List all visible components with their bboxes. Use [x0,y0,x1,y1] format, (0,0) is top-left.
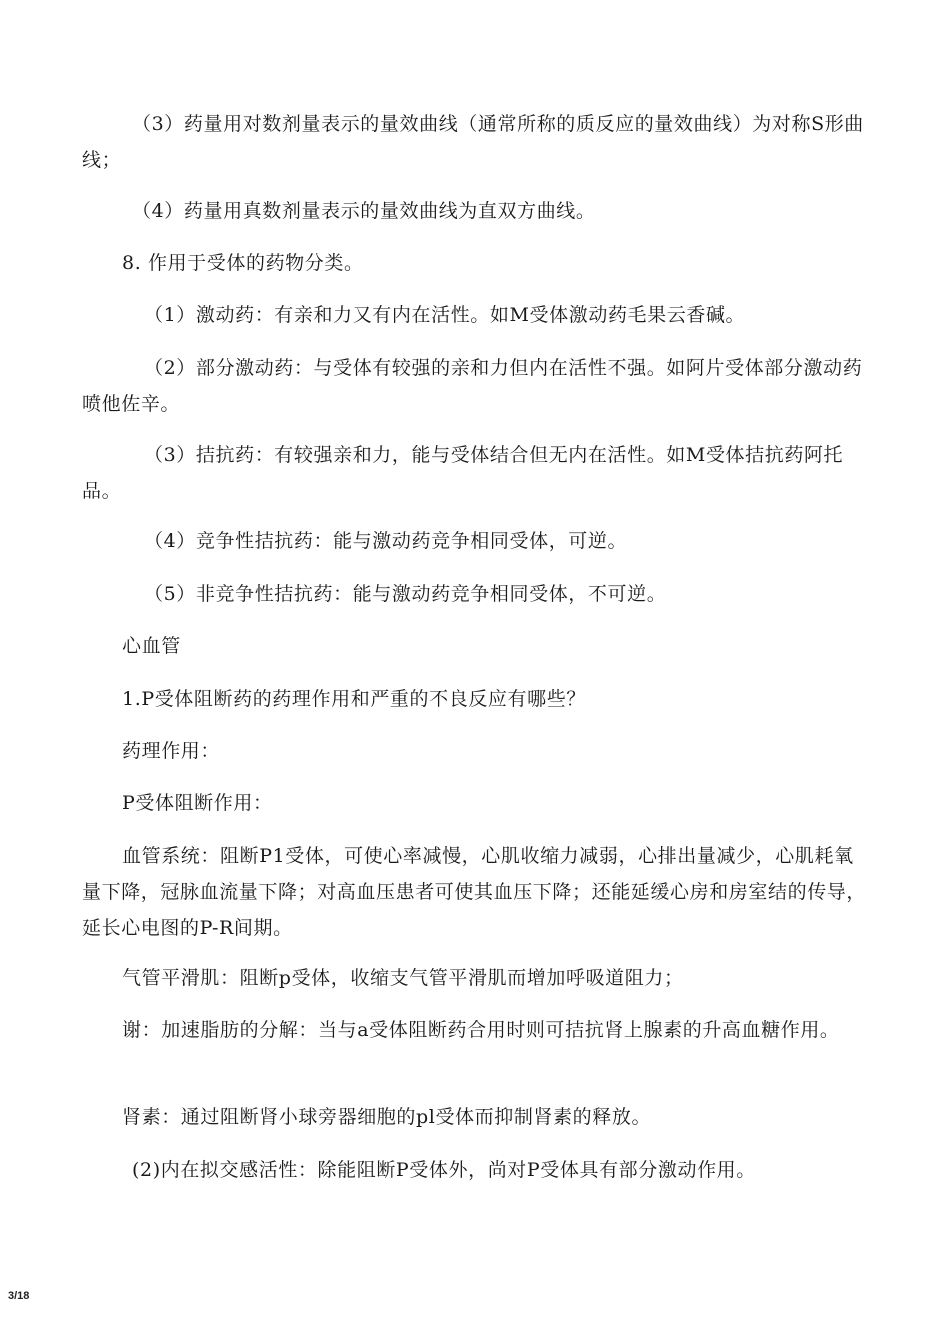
paragraph-intrinsic-sympathomimetic: (2)内在拟交感活性：除能阻断P受体外，尚对P受体具有部分激动作用。 [132,1159,756,1181]
paragraph-renin: 肾素：通过阻断肾小球旁器细胞的pl受体而抑制肾素的释放。 [122,1106,652,1128]
subheading-pharmacological-action: 药理作用： [122,740,221,762]
question-beta-blocker: 1.P受体阻断药的药理作用和严重的不良反应有哪些？ [122,688,586,710]
paragraph-vascular-system: 血管系统：阻断P1受体，可使心率减慢，心肌收缩力减弱，心排出量减少，心肌耗氧量下降，冠脉血流量下降；对高血压患者可使其血压下降；还能延缓心房和房室结的传导，延长心电图的P-R间期。 [82,845,867,939]
paragraph-agonist: （1）激动药：有亲和力又有内在活性。如M受体激动药毛果云香碱。 [144,304,746,326]
paragraph-partial-agonist: （2）部分激动药：与受体有较强的亲和力但内在活性不强。如阿片受体部分激动药喷他佐辛。 [82,357,863,415]
paragraph-dose-curve-linear: （4）药量用真数剂量表示的量效曲线为直双方曲线。 [132,200,596,222]
paragraph-section-8-heading: 8. 作用于受体的药物分类。 [122,252,364,274]
paragraph-competitive-antagonist: （4）竞争性拮抗药：能与激动药竞争相同受体，可逆。 [144,530,628,552]
page-number: 3/18 [8,1290,30,1302]
paragraph-noncompetitive-antagonist: （5）非竞争性拮抗药：能与激动药竞争相同受体，不可逆。 [144,583,667,605]
subheading-beta-blockade: P受体阻断作用： [122,792,273,814]
section-heading-cardiovascular: 心血管 [122,635,181,657]
paragraph-bronchial-smooth-muscle: 气管平滑肌：阻断p受体，收缩支气管平滑肌而增加呼吸道阻力； [122,967,684,989]
paragraph-metabolism: 谢：加速脂肪的分解：当与a受体阻断药合用时则可拮抗肾上腺素的升高血糖作用。 [122,1019,840,1041]
paragraph-dose-curve-log: （3）药量用对数剂量表示的量效曲线（通常所称的质反应的量效曲线）为对称S形曲线； [82,113,864,171]
paragraph-antagonist: （3）拮抗药：有较强亲和力，能与受体结合但无内在活性。如M受体拮抗药阿托品。 [82,444,844,502]
